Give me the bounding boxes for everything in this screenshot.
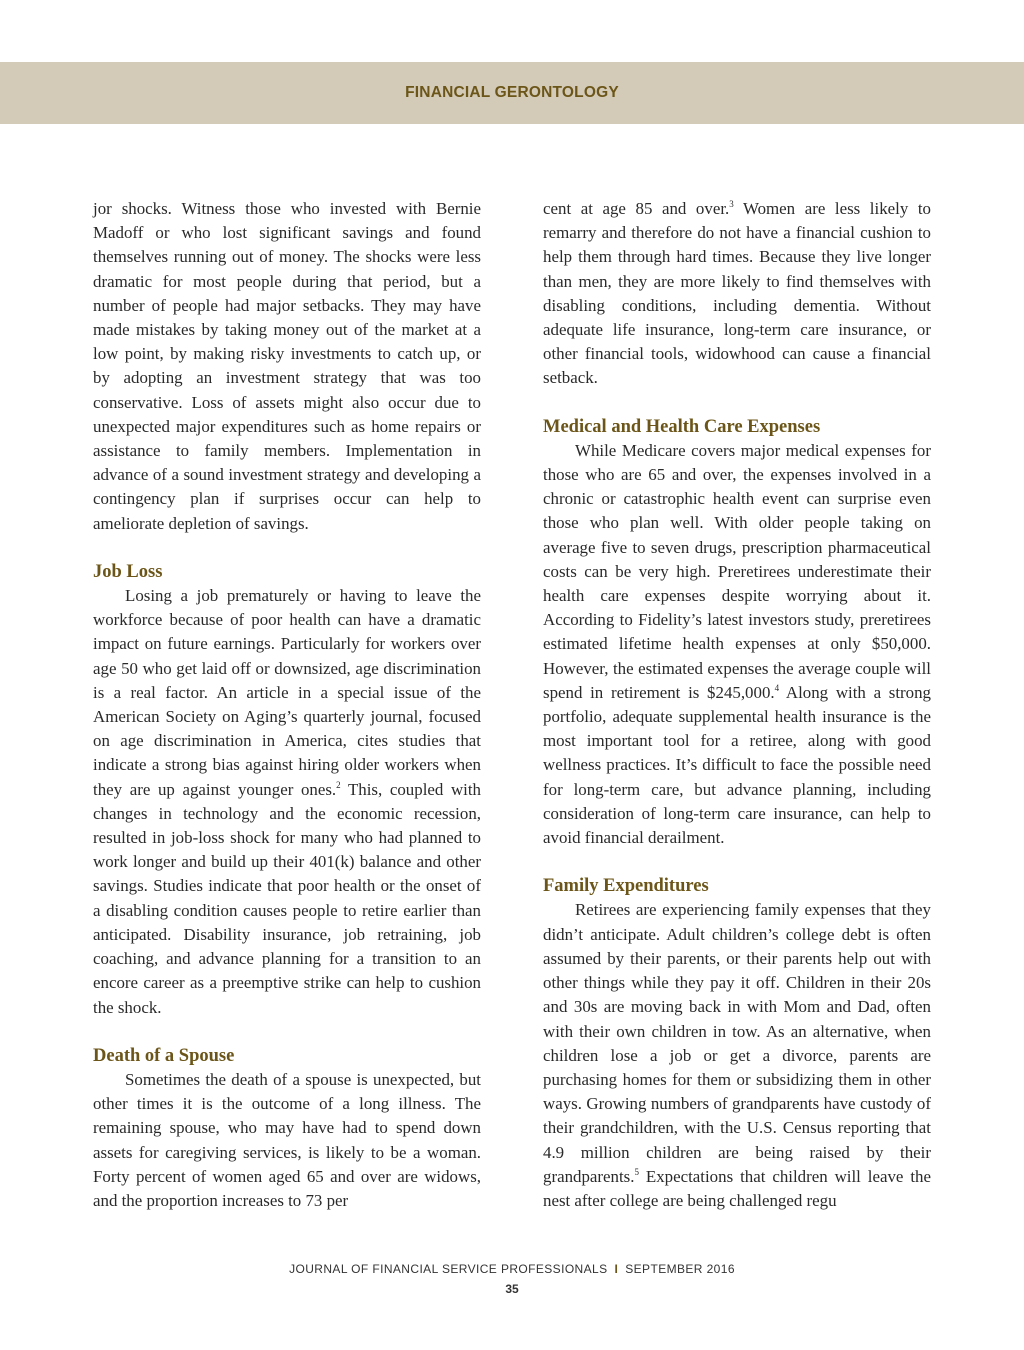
job-loss-paragraph [93,584,481,1020]
continued-paragraph [543,197,931,391]
medical-expenses-heading: Medical and Health Care Expenses [543,416,821,437]
right-column [543,197,931,1213]
intro-paragraph: jor shocks. Witness those who invested with Bernie Madoff or who lost significant savings and found themselves running out of money. The shocks were less dramatic for most people during that period, but a number of people had major setbacks. They may have made mistakes by taking money out of the market at a low point, by making risky investments to catch up, or by adopting an investment strategy that was too conservative. Loss of assets might also occur due to unexpected major expenditures such as home repairs or assistance to family members. Implementation in advance of a sound investment strategy and developing a contingency plan if surprises occur can help to ameliorate depletion of savings. [93,199,481,533]
medical-expenses-paragraph [543,439,931,850]
issue-date: SEPTEMBER 2016 [625,1262,735,1276]
footnote-ref-2: 2 [336,779,341,790]
footnote-ref-5: 5 [634,1166,639,1177]
page-number: 35 [505,1282,519,1296]
left-column [93,197,481,1213]
death-of-spouse-paragraph: Sometimes the death of a spouse is unexpected, but other times it is the outcome of a long illness. The remaining spouse, who may have had to spend down assets for caregiving services, is likely to be a woman. Forty percent of women aged 65 and over are widows, and the proportion increases to 73 per [93,1069,481,1210]
section-header-band [0,62,1024,124]
family-expenditures-paragraph [543,898,931,1213]
medical-text-a: While Medicare covers major medical expenses for those who are 65 and over, the expenses involved in a chronic or catastrophic health event can surprise even those who plan well. With older people taking on average five to seven drugs, prescription pharmaceutical costs can be very high. Preretirees underestimate their health care expenses despite worrying about it. According to Fidelity’s latest investors study, preretirees estimated lifetime health expenses at only $50,000. However, the estimated expenses the average couple will spend in retirement is $245,000. [543,440,931,702]
family-expenditures-heading: Family Expenditures [543,876,709,897]
continued-text-a: cent at age 85 and over. [543,199,730,218]
job-loss-text-b: This, coupled with changes in technology and the economic recession, resulted in job-loss shock for many who had planned to work longer and build up their 401(k) balance and other savings. Studies indicate that poor health or the onset of a disabling condition causes people to retire earlier than anticipated. Disability insurance, job retraining, job coaching, and advance planning for a transition to an encore career as a preemptive strike can help to cushion the shock. [93,779,481,1017]
page-footer [0,1262,1024,1296]
job-loss-text-a: Losing a job prematurely or having to leave the workforce because of poor health can have a dramatic impact on future earnings. Particularly for workers over age 50 who get laid off or downsized, age discrimination is a real factor. An article in a special issue of the American Society on Aging’s quarterly journal, focused on age discrimination in America, cites studies that indicate a strong bias against hiring older workers when they are up against younger ones. [93,586,481,799]
journal-name: JOURNAL OF FINANCIAL SERVICE PROFESSIONALS [289,1262,608,1276]
family-text-b: Expectations that children will leave the nest after college are being challenged regu [543,1166,931,1210]
family-text-a: Retirees are experiencing family expenses that they didn’t anticipate. Adult children’s college debt is often assumed by their parents, or their parents help out with other things while they pay it off. Children in their 20s and 30s are moving back in with Mom and Dad, often with their own children in tow. As an alternative, when children lose a job or get a divorce, parents are purchasing homes for them or subsidizing them in other ways. Growing numbers of grandparents have custody of their grandchildren, with the U.S. Census reporting that 4.9 million children are being raised by their grandparents. [543,900,931,1186]
job-loss-heading: Job Loss [93,561,163,582]
death-of-spouse-heading: Death of a Spouse [93,1045,235,1066]
footnote-ref-4: 4 [774,682,780,693]
section-title: FINANCIAL GERONTOLOGY [405,84,619,101]
footer-separator: I [614,1262,619,1276]
continued-text-b: Women are less likely to remarry and therefore do not have a financial cushion to help them through hard times. Because they live longer than men, they are more likely to find themselves with disabling conditions, including dementia. Without adequate life insurance, long-term care insurance, or other financial tools, widowhood can cause a financial setback. [543,199,931,388]
medical-text-b: Along with a strong portfolio, adequate supplemental health insurance is the most important tool for a retiree, along with good wellness practices. It’s difficult to face the possible need for long-term care, but advance planning, including consideration of long-term care insurance, can help to avoid financial derailment. [543,682,932,848]
footnote-ref-3: 3 [729,199,734,209]
footer-line [0,1262,1024,1276]
